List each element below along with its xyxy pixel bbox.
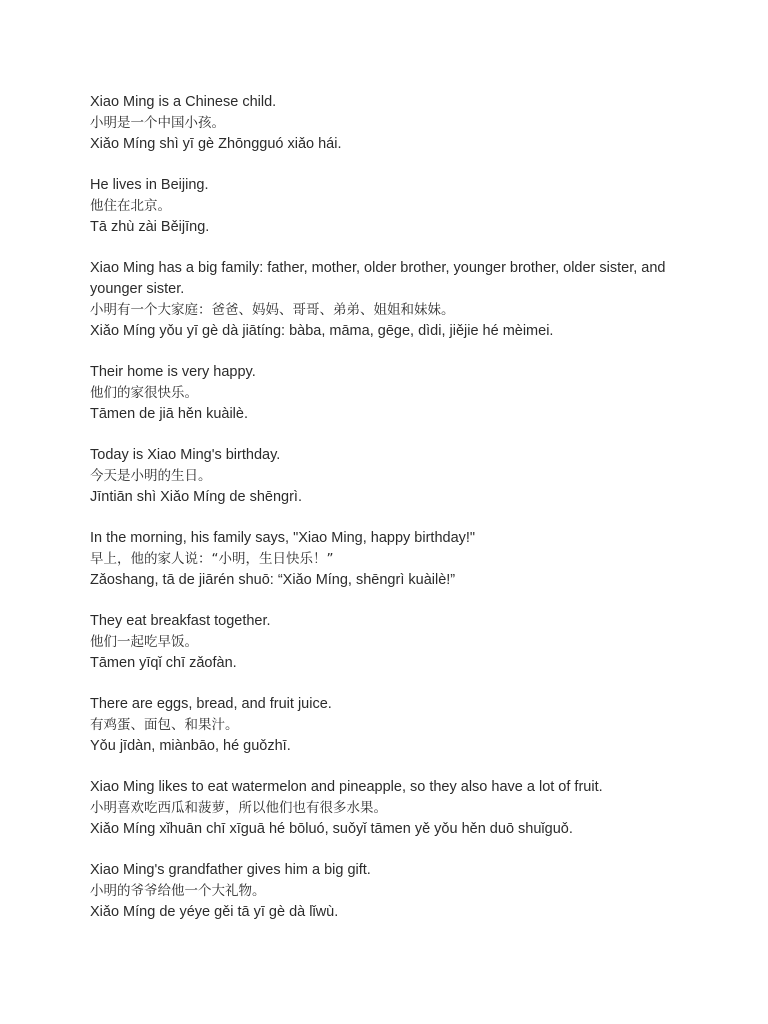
paragraph <box>90 445 690 508</box>
chinese-line: 他们的家很快乐。 <box>90 385 198 401</box>
chinese-line: 早上，他的家人说：“小明，生日快乐！” <box>90 551 334 567</box>
paragraph <box>90 175 690 238</box>
pinyin-line: Jīntiān shì Xiǎo Míng de shēngrì. <box>90 489 302 505</box>
pinyin-line: Tā zhù zài Běijīng. <box>90 219 210 235</box>
pinyin-line: Xiǎo Míng xǐhuān chī xīguā hé bōluó, suǒyǐ tāmen yě yǒu hěn duō shuǐguǒ. <box>90 821 573 837</box>
english-line: Their home is very happy. <box>90 364 256 380</box>
pinyin-line: Yǒu jīdàn, miànbāo, hé guǒzhī. <box>90 738 291 754</box>
chinese-line: 小明的爷爷给他一个大礼物。 <box>90 883 266 899</box>
chinese-line: 他住在北京。 <box>90 198 171 214</box>
pinyin-line: Xiǎo Míng de yéye gěi tā yī gè dà lǐwù. <box>90 904 339 920</box>
english-line: Xiao Ming's grandfather gives him a big gift. <box>90 862 371 878</box>
english-line: They eat breakfast together. <box>90 613 271 629</box>
pinyin-line: Tāmen yīqǐ chī zǎofàn. <box>90 655 237 671</box>
chinese-line: 小明有一个大家庭：爸爸、妈妈、哥哥、弟弟、姐姐和妹妹。 <box>90 302 455 318</box>
english-line: Xiao Ming likes to eat watermelon and pineapple, so they also have a lot of fruit. <box>90 779 603 795</box>
pinyin-line: Tāmen de jiā hěn kuàilè. <box>90 406 248 422</box>
chinese-line: 小明是一个中国小孩。 <box>90 115 225 131</box>
english-line: There are eggs, bread, and fruit juice. <box>90 696 332 712</box>
pinyin-line: Xiǎo Míng shì yī gè Zhōngguó xiǎo hái. <box>90 136 342 152</box>
paragraph <box>90 777 690 840</box>
english-line: Xiao Ming is a Chinese child. <box>90 94 277 110</box>
chinese-line: 他们一起吃早饭。 <box>90 634 198 650</box>
paragraph <box>90 860 690 923</box>
pinyin-line: Xiǎo Míng yǒu yī gè dà jiātíng: bàba, māma, gēge, dìdi, jiějie hé mèimei. <box>90 323 554 339</box>
pinyin-line: Zǎoshang, tā de jiārén shuō: “Xiǎo Míng, shēngrì kuàilè!” <box>90 572 456 588</box>
english-line: Today is Xiao Ming's birthday. <box>90 447 281 463</box>
english-line: In the morning, his family says, "Xiao Ming, happy birthday!" <box>90 530 476 546</box>
paragraph <box>90 528 690 591</box>
english-line: He lives in Beijing. <box>90 177 209 193</box>
chinese-line: 小明喜欢吃西瓜和菠萝，所以他们也有很多水果。 <box>90 800 387 816</box>
paragraph <box>90 92 690 155</box>
english-line: Xiao Ming has a big family: father, mother, older brother, younger brother, older sister, and younger sister. <box>90 260 666 297</box>
paragraph <box>90 611 690 674</box>
chinese-line: 有鸡蛋、面包、和果汁。 <box>90 717 239 733</box>
document-body <box>90 92 690 943</box>
paragraph <box>90 694 690 757</box>
chinese-line: 今天是小明的生日。 <box>90 468 212 484</box>
paragraph <box>90 362 690 425</box>
paragraph <box>90 258 690 342</box>
